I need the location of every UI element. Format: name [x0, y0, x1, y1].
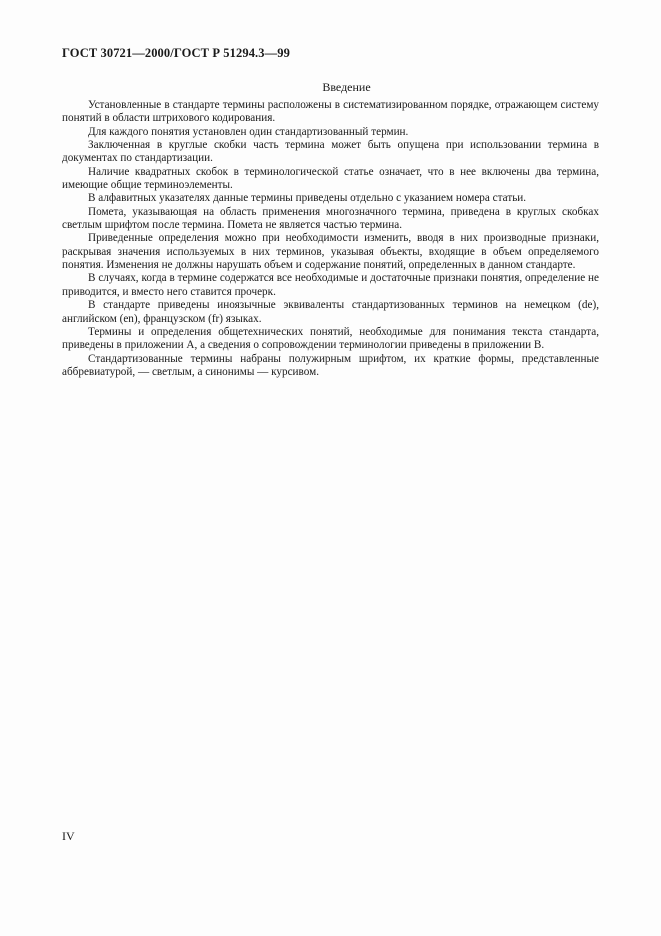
paragraph: Установленные в стандарте термины расположены в систематизированном порядке, отражающем систему понятий в области штрихового кодирования.	[62, 99, 599, 125]
paragraph: Стандартизованные термины набраны полужирным шрифтом, их краткие формы, представленные аббревиатурой, — светлым, а синонимы — курсивом.	[62, 352, 599, 378]
paragraph: Помета, указывающая на область применения многозначного термина, приведена в круглых скобках светлым шрифтом после термина. Помета не является частью термина.	[62, 205, 599, 232]
introduction-body	[62, 99, 599, 379]
paragraph: Термины и определения общетехнических понятий, необходимые для понимания текста стандарта, приведены в приложении А, а сведения о сопровождении терминологии приведены в приложении В.	[62, 325, 599, 352]
paragraph: Приведенные определения можно при необходимости изменить, вводя в них производные признаки, раскрывая значения используемых в них терминов, указывая объекты, входящие в объем определяемого понятия. Изменения не должны нарушать объем и содержание понятий, определенных в данном стандарте.	[62, 232, 599, 272]
page-number: IV	[62, 829, 75, 843]
paragraph: Заключенная в круглые скобки часть термина может быть опущена при использовании термина в документах по стандартизации.	[62, 139, 599, 165]
paragraph: Наличие квадратных скобок в терминологической статье означает, что в нее включены два термина, имеющие общие терминоэлементы.	[62, 165, 599, 192]
paragraph: В стандарте приведены иноязычные эквиваленты стандартизованных терминов на немецком (de), английском (en), французском (fr) языках.	[62, 299, 599, 325]
section-title-introduction: Введение	[322, 80, 371, 94]
document-header-title: ГОСТ 30721—2000/ГОСТ Р 51294.3—99	[62, 46, 290, 60]
paragraph: Для каждого понятия установлен один стандартизованный термин.	[88, 125, 409, 138]
paragraph: В алфавитных указателях данные термины приведены отдельно с указанием номера статьи.	[88, 192, 527, 205]
paragraph: В случаях, когда в термине содержатся все необходимые и достаточные признаки понятия, определение не приводится, и вместо него ставится прочерк.	[62, 272, 599, 298]
